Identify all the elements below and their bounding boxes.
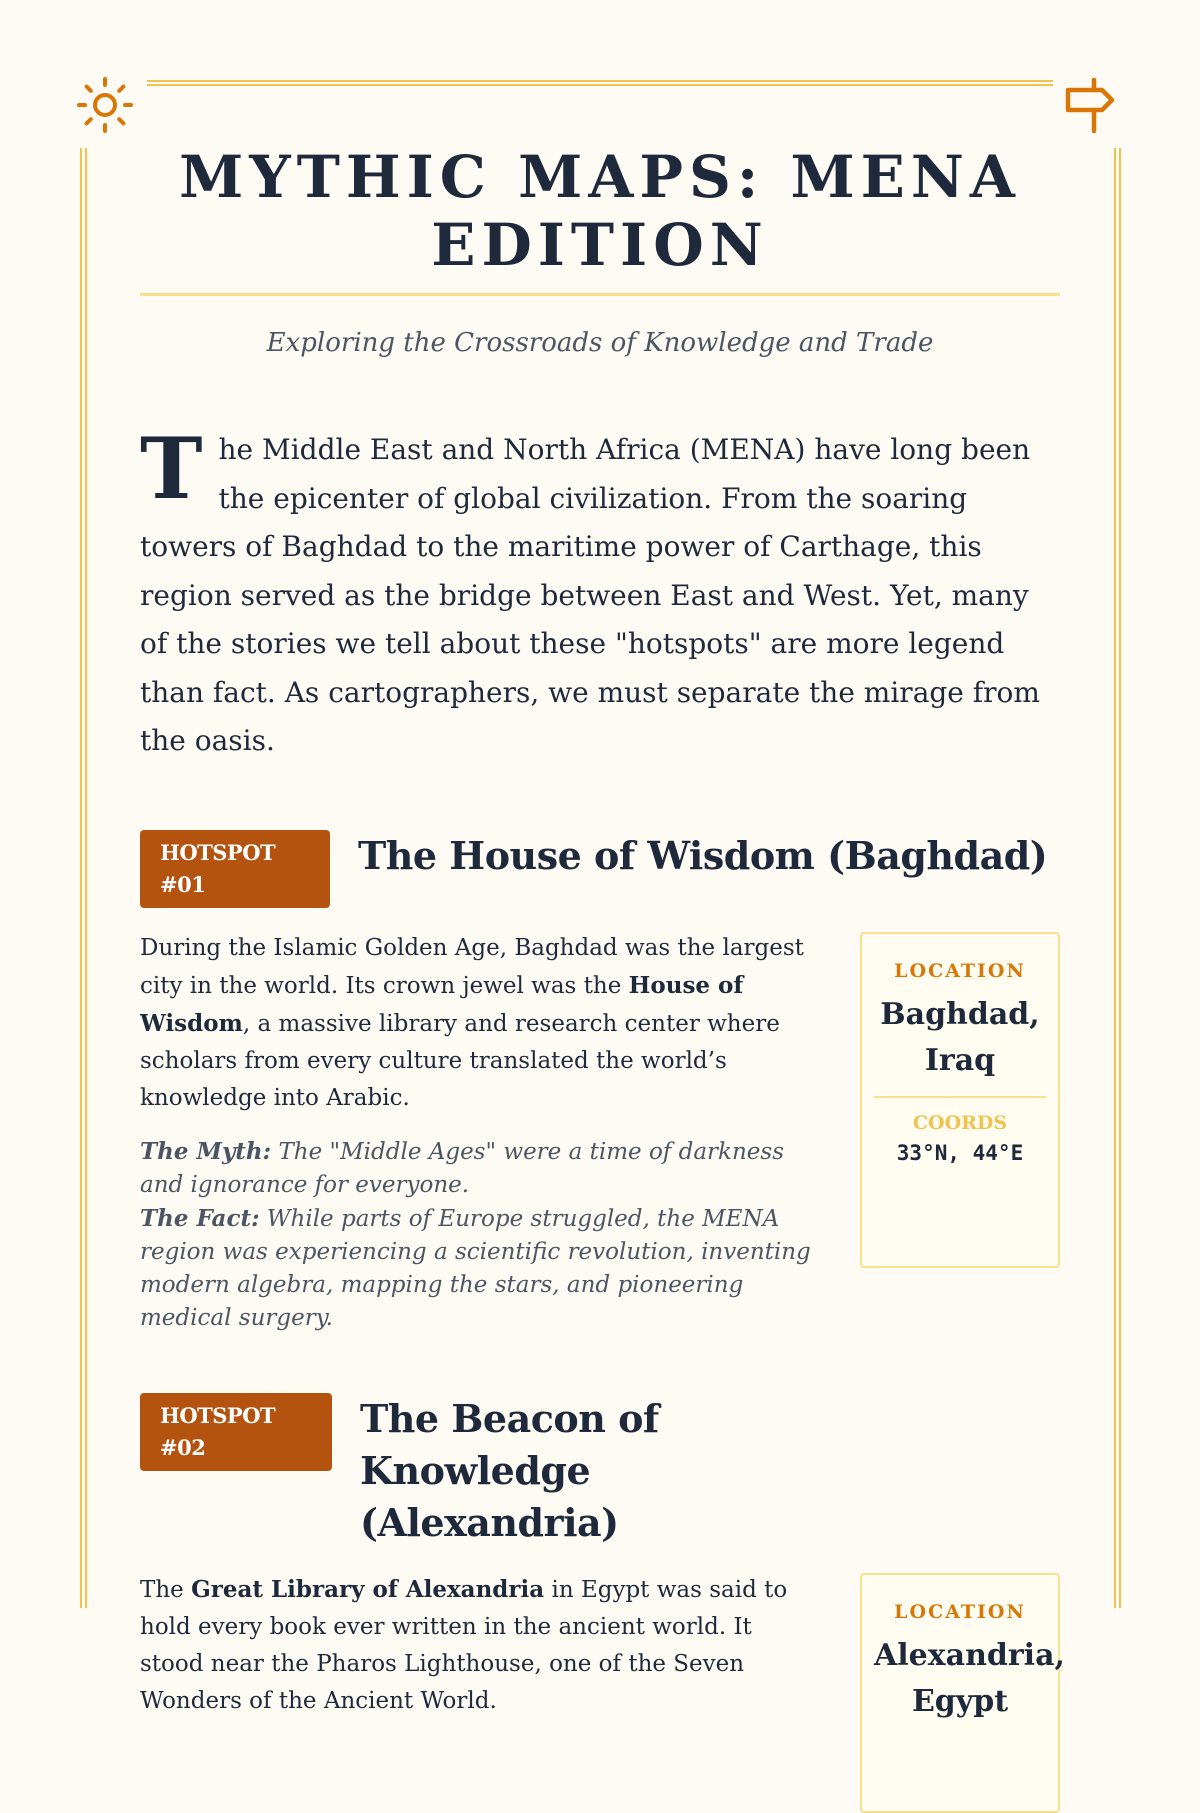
fact-text: While parts of Europe struggled, the MENA region was experiencing a scientific revolution, inventing modern algebra, mapping the stars, and pioneering medical surgery. [140, 1205, 811, 1331]
coords-label: COORDS [912, 1111, 1008, 1134]
drop-cap: T [140, 419, 203, 518]
location-label: LOCATION [894, 1600, 1026, 1623]
description-highlight: Great Library of Alexandria [191, 1575, 545, 1603]
hotspot-title: The Beacon of Knowledge (Alexandria) [360, 1395, 659, 1545]
main-content [140, 140, 1065, 1813]
frame-right-rule [1114, 148, 1121, 1608]
location-info-box [860, 1573, 1065, 1813]
hotspot-section-alexandria [140, 1393, 1065, 1813]
signpost-icon [1062, 76, 1124, 138]
hotspot-title: The House of Wisdom (Baghdad) [358, 832, 1048, 878]
frame-top-rule [147, 80, 1053, 86]
fact-label: The Fact: [140, 1204, 260, 1232]
myth-label: The Myth: [140, 1137, 272, 1165]
description-highlight: House of Wisdom [140, 971, 744, 1037]
hotspot-badge: HOTSPOT #02 [140, 1393, 332, 1471]
location-value: Alexandria, Egypt [874, 1637, 1065, 1719]
frame-left-rule [80, 148, 87, 1608]
description-text: The [140, 1576, 192, 1603]
hotspot-badge: HOTSPOT #01 [140, 830, 330, 908]
location-value: Baghdad, Iraq [880, 996, 1040, 1078]
sun-icon [74, 76, 136, 138]
info-divider [874, 1096, 1046, 1098]
myth-text: The "Middle Ages" were a time of darkness and ignorance for everyone. [140, 1138, 785, 1198]
description-text: During the Islamic Golden Age, Baghdad was the largest city in the world. Its crown jewel was the [140, 934, 804, 999]
page-subtitle: Exploring the Crossroads of Knowledge and Trade [266, 328, 934, 358]
myth-fact-block [140, 1135, 820, 1335]
intro-paragraph [140, 419, 1060, 766]
description-text: in Egypt was said to hold every book ever written in the ancient world. It stood near the Pharos Lighthouse, one of the Seven Wonders of the Ancient World. [140, 1576, 788, 1714]
description-text: , a massive library and research center where scholars from every culture translated the world’s knowledge into Arabic. [140, 1010, 780, 1111]
coords-value: 33°N, 44°E [896, 1140, 1024, 1165]
hotspot-description [140, 930, 820, 1117]
page-title: MYTHIC MAPS: MENA EDITION [179, 143, 1021, 279]
location-info-box [860, 932, 1060, 1268]
hotspot-description [140, 1571, 800, 1720]
intro-text: he Middle East and North Africa (MENA) have long been the epicenter of global civilization. From the soaring towers of Baghdad to the maritime power of Carthage, this region served as the bridge between East and West. Yet, many of the stories we tell about these "hotspots" are more legend than fact. As cartographers, we must separate the mirage from the oasis. [140, 433, 1040, 757]
title-divider [140, 293, 1060, 296]
location-label: LOCATION [894, 959, 1026, 982]
hotspot-section-baghdad [140, 830, 1060, 1335]
